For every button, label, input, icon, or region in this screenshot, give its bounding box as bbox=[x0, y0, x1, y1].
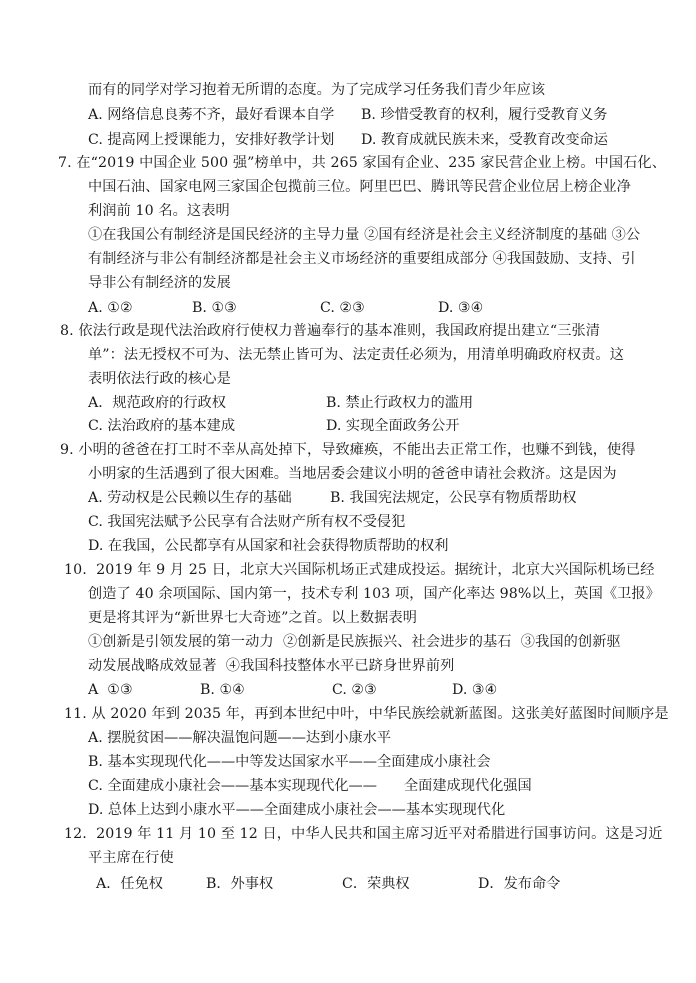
q9-option-a: A. 劳动权是公民赖以生存的基础 bbox=[88, 490, 292, 506]
q10-option-b: B. ①④ bbox=[200, 682, 245, 698]
q6-option-a: A. 网络信息良莠不齐，最好看课本自学 bbox=[88, 107, 335, 123]
q7-line-1: 7. 在“2019 中国企业 500 强”榜单中，共 265 家国有企业、235 家民营企业上榜。中国石化、 bbox=[58, 155, 666, 171]
q8-option-c: C. 法治政府的基本建成 bbox=[88, 418, 236, 434]
q8-option-d: D. 实现全面政务公开 bbox=[326, 418, 460, 434]
q7-line-2: 中国石油、国家电网三家国企包揽前三位。阿里巴巴、腾讯等民营企业位居上榜企业净 bbox=[88, 179, 631, 195]
q9-option-c: C. 我国宪法赋予公民享有合法财产所有权不受侵犯 bbox=[88, 514, 406, 530]
q8-option-b: B. 禁止行政权力的滥用 bbox=[326, 395, 474, 411]
q7-line-6: 导非公有制经济的发展 bbox=[88, 275, 231, 291]
q7-line-3: 利润前 10 名。这表明 bbox=[88, 203, 230, 219]
q7-option-a: A. ①② bbox=[88, 300, 133, 316]
q6-option-c: C. 提高网上授课能力，安排好教学计划 bbox=[88, 132, 335, 148]
q7-line-4: ①在我国公有制经济是国民经济的主导力量 ②国有经济是社会主义经济制度的基础 ③公 bbox=[88, 227, 641, 243]
q11-option-a: A. 摆脱贫困——解决温饱问题——达到小康水平 bbox=[88, 730, 392, 746]
q9-line-2: 小明家的生活遇到了很大困难。当地居委会建议小明的爸爸申请社会救济。这是因为 bbox=[88, 466, 617, 482]
q6-option-d: D. 教育成就民族未来，受教育改变命运 bbox=[361, 132, 608, 148]
q10-option-c: C. ②③ bbox=[332, 682, 377, 698]
q11-line-1: 11. 从 2020 年到 2035 年，再到本世纪中叶，中华民族绘就新蓝图。这张美好蓝图时间顺序是 bbox=[64, 706, 669, 722]
q9-option-d: D. 在我国，公民都享有从国家和社会获得物质帮助的权利 bbox=[88, 538, 449, 554]
q12-line-1: 12. 2019 年 11 月 10 至 12 日，中华人民共和国主席习近平对希腊进行国事访问。这是习近 bbox=[64, 826, 663, 842]
q7-option-b: B. ①③ bbox=[192, 300, 237, 316]
q7-option-d: D. ③④ bbox=[438, 300, 484, 316]
q12-line-2: 平主席在行使 bbox=[88, 850, 174, 866]
q12-option-a: A．任免权 bbox=[96, 876, 163, 892]
q10-line-2: 创造了 40 余项国际、国内第一，技术专利 103 项，国产化率达 98%以上，英国《卫报》 bbox=[88, 586, 661, 602]
q8-line-3: 表明依法行政的核心是 bbox=[88, 371, 231, 387]
q11-option-c: C. 全面建成小康社会——基本实现现代化—— 全面建成现代化强国 bbox=[88, 778, 532, 794]
q11-option-b: B. 基本实现现代化——中等发达国家水平——全面建成小康社会 bbox=[88, 754, 491, 770]
q10-line-5: 动发展战略成效显著 ④我国科技整体水平已跻身世界前列 bbox=[88, 658, 455, 674]
q11-option-d: D. 总体上达到小康水平——全面建成小康社会——基本实现现代化 bbox=[88, 802, 506, 818]
q9-line-1: 9. 小明的爸爸在打工时不幸从高处掉下，导致瘫痪，不能出去正常工作，也赚不到钱，使得 bbox=[60, 442, 636, 458]
q7-line-5: 有制经济与非公有制经济都是社会主义市场经济的重要组成部分 ④我国鼓励、支持、引 bbox=[88, 251, 636, 267]
q10-option-d: D. ③④ bbox=[452, 682, 498, 698]
q10-line-3: 更是将其评为“新世界七大奇迹”之首。以上数据表明 bbox=[88, 610, 418, 626]
q8-option-a: A．规范政府的行政权 bbox=[88, 395, 226, 411]
q12-option-b: B．外事权 bbox=[206, 876, 274, 892]
q10-option-a: A ①③ bbox=[88, 682, 133, 698]
q10-line-1: 10. 2019 年 9 月 25 日，北京大兴国际机场正式建成投运。据统计，北京大兴国际机场已经 bbox=[64, 562, 655, 578]
q12-option-c: C．荣典权 bbox=[342, 876, 410, 892]
q7-option-c: C. ②③ bbox=[320, 300, 365, 316]
q8-line-2: 单”：法无授权不可为、法无禁止皆可为、法定责任必须为，用清单明确政府权责。这 bbox=[88, 347, 624, 363]
q9-option-b: B. 我国宪法规定，公民享有物质帮助权 bbox=[330, 490, 577, 506]
q6-stem-tail: 而有的同学对学习抱着无所谓的态度。为了完成学习任务我们青少年应该 bbox=[88, 82, 546, 98]
q6-option-b: B. 珍惜受教育的权利，履行受教育义务 bbox=[361, 107, 608, 123]
q8-line-1: 8. 依法行政是现代法治政府行使权力普遍奉行的基本准则，我国政府提出建立“三张清 bbox=[60, 323, 601, 339]
q12-option-d: D．发布命令 bbox=[478, 876, 561, 892]
q10-line-4: ①创新是引领发展的第一动力 ②创新是民族振兴、社会进步的基石 ③我国的创新驱 bbox=[88, 634, 621, 650]
